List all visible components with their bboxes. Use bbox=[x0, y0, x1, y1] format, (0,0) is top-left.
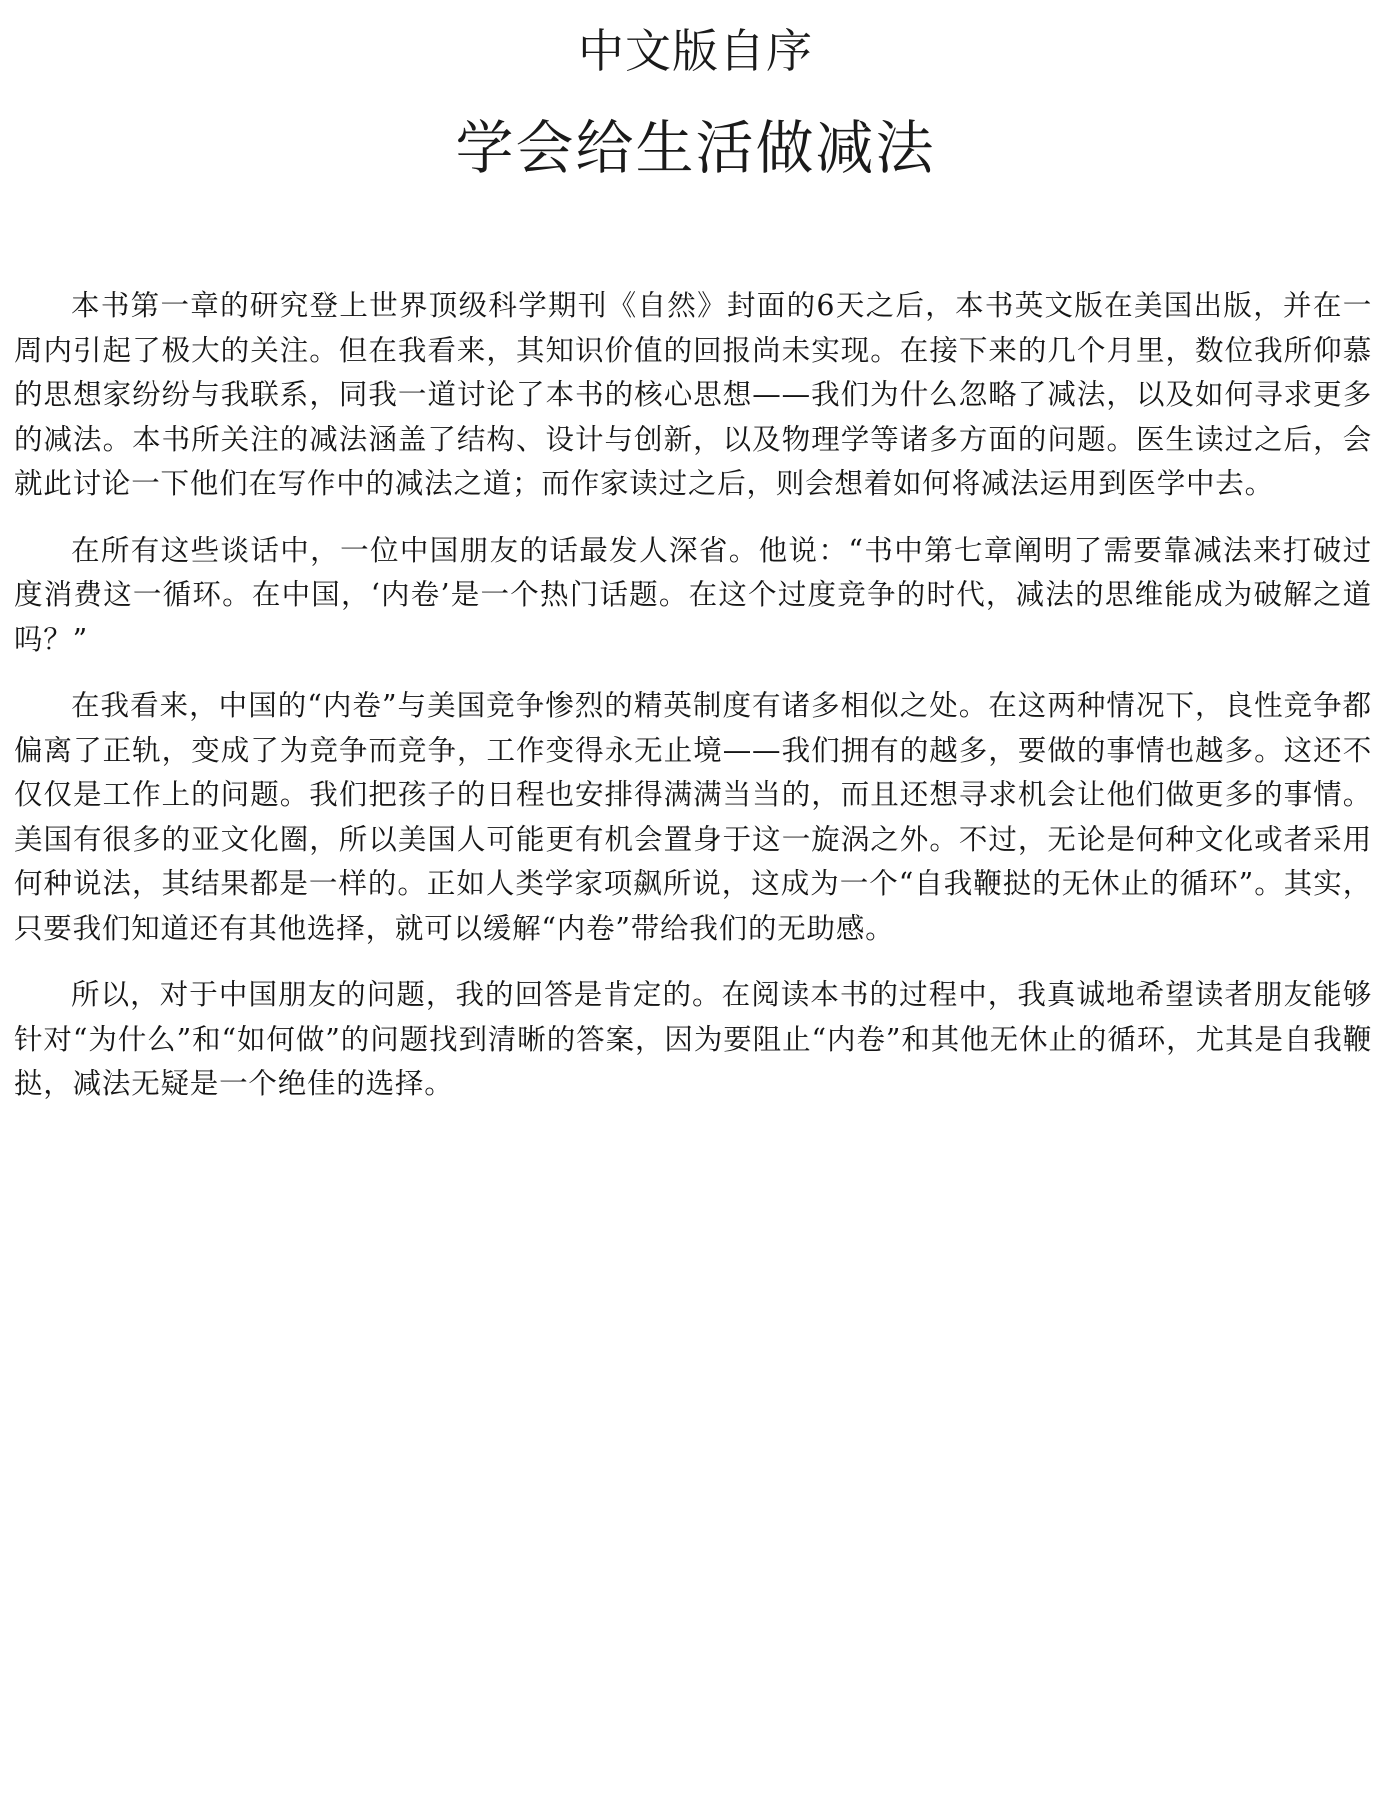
preface-label: 中文版自序 bbox=[578, 24, 813, 78]
page-header bbox=[0, 18, 1391, 188]
paragraph-4: 所以，对于中国朋友的问题，我的回答是肯定的。在阅读本书的过程中，我真诚地希望读者朋友能够针对“为什么”和“如何做”的问题找到清晰的答案，因为要阻止“内卷”和其他无休止的循环，尤其是自我鞭挞，减法无疑是一个绝佳的选择。 bbox=[14, 978, 1372, 1100]
paragraph-1: 本书第一章的研究登上世界顶级科学期刊《自然》封面的6天之后，本书英文版在美国出版，并在一周内引起了极大的关注。但在我看来，其知识价值的回报尚未实现。在接下来的几个月里，数位我所仰慕的思想家纷纷与我联系，同我一道讨论了本书的核心思想——我们为什么忽略了减法，以及如何寻求更多的减法。本书所关注的减法涵盖了结构、设计与创新，以及物理学等诸多方面的问题。医生读过之后，会就此讨论一下他们在写作中的减法之道；而作家读过之后，则会想着如何将减法运用到医学中去。 bbox=[14, 289, 1372, 500]
page-title: 学会给生活做减法 bbox=[455, 114, 936, 182]
paragraph-2: 在所有这些谈话中，一位中国朋友的话最发人深省。他说：“书中第七章阐明了需要靠减法来打破过度消费这一循环。在中国，‘内卷’是一个热门话题。在这个过度竞争的时代，减法的思维能成为破解之道吗？” bbox=[14, 533, 1372, 656]
paragraph-3: 在我看来，中国的“内卷”与美国竞争惨烈的精英制度有诸多相似之处。在这两种情况下，良性竞争都偏离了正轨，变成了为竞争而竞争，工作变得永无止境——我们拥有的越多，要做的事情也越多。这还不仅仅是工作上的问题。我们把孩子的日程也安排得满满当当的，而且还想寻求机会让他们做更多的事情。美国有很多的亚文化圈，所以美国人可能更有机会置身于这一旋涡之外。不过，无论是何种文化或者采用何种说法，其结果都是一样的。正如人类学家项飙所说，这成为一个“自我鞭挞的无休止的循环”。其实，只要我们知道还有其他选择，就可以缓解“内卷”带给我们的无助感。 bbox=[14, 689, 1372, 945]
body-text bbox=[14, 284, 1372, 1129]
